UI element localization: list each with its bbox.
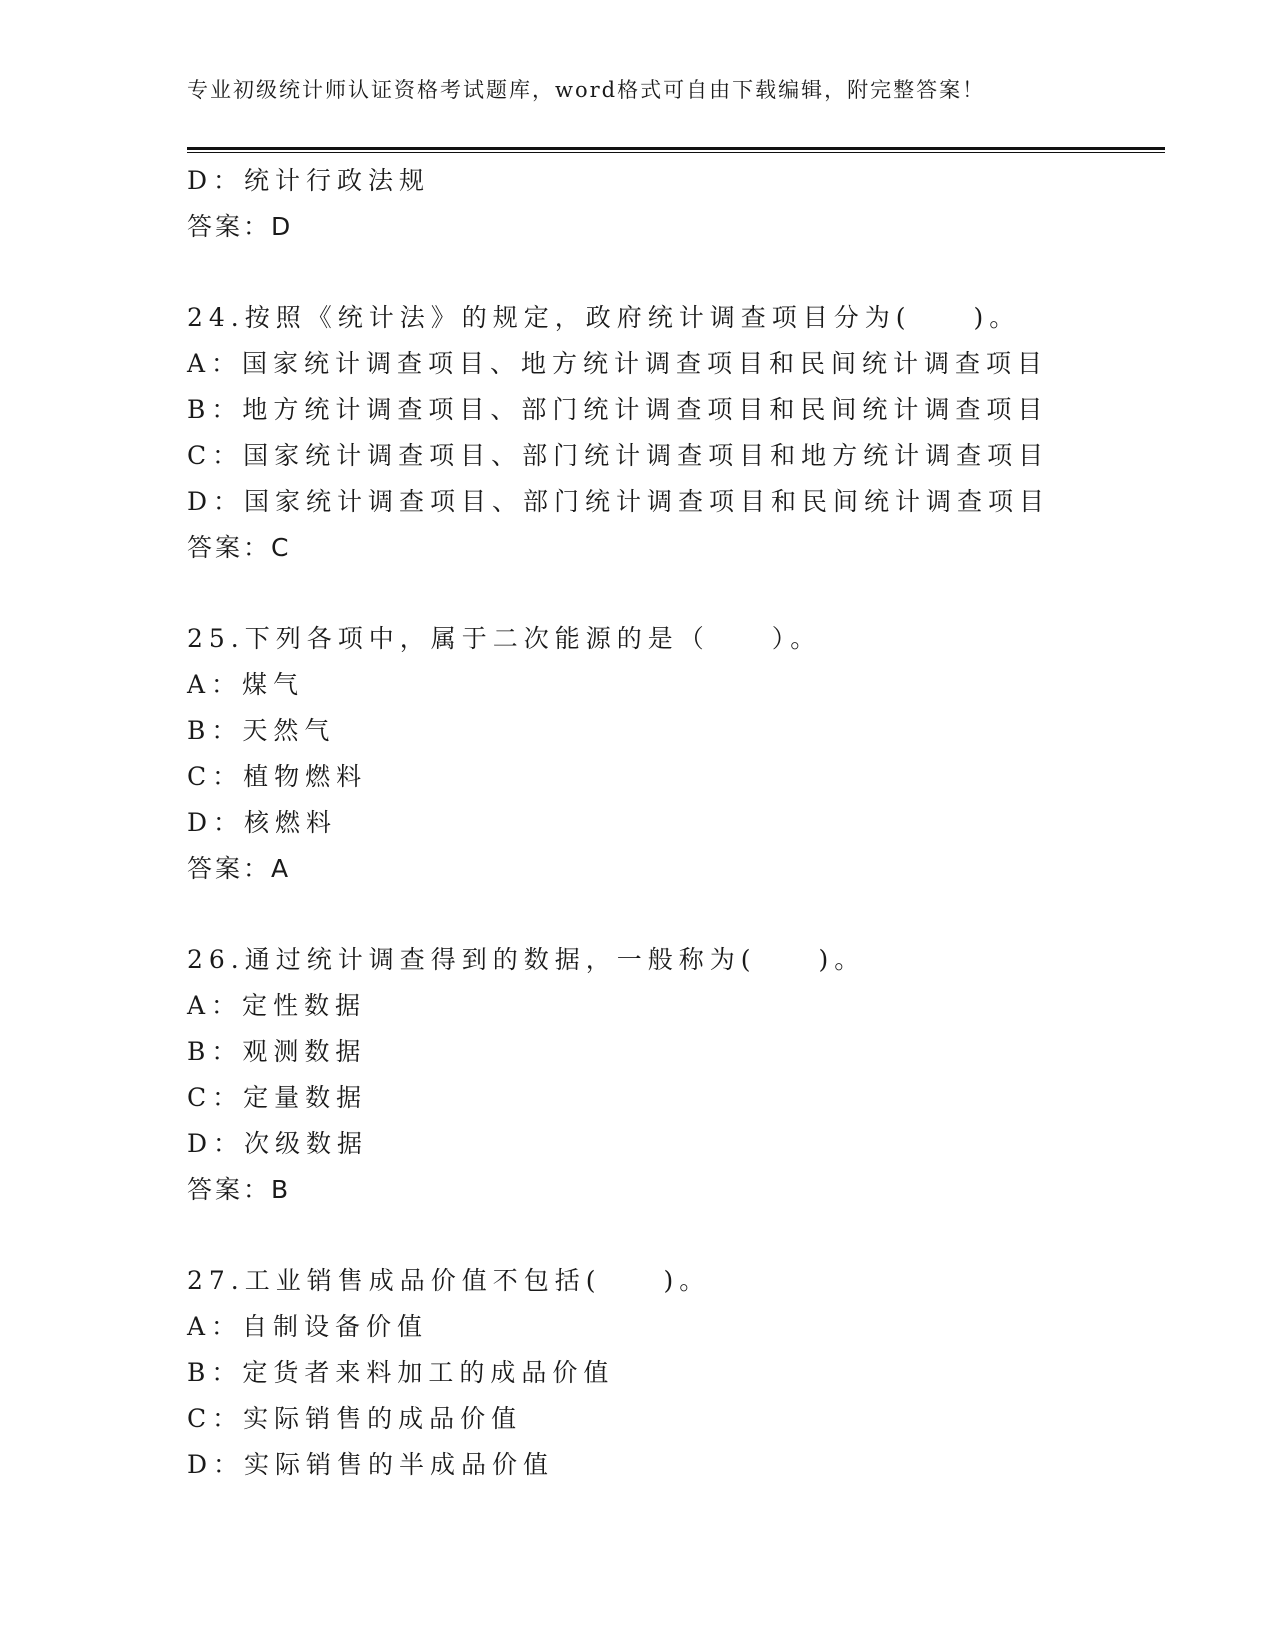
spacer	[187, 1213, 1167, 1258]
prev-option-d: D：统计行政法规	[187, 166, 431, 195]
question-24-option-c: C：国家统计调查项目、部门统计调查项目和地方统计调查项目	[187, 441, 1050, 470]
question-24-option-a: A：国家统计调查项目、地方统计调查项目和民间统计调查项目	[187, 349, 1049, 378]
question-27-option-d: D：实际销售的半成品价值	[187, 1450, 555, 1479]
question-26-option-a: A：定性数据	[187, 991, 367, 1020]
spacer	[187, 571, 1167, 616]
question-27-stem: 27.工业销售成品价值不包括( )。	[187, 1266, 711, 1295]
question-24-option-d: D：国家统计调查项目、部门统计调查项目和民间统计调查项目	[187, 487, 1051, 516]
question-26-answer: 答案：B	[187, 1175, 292, 1204]
question-24-stem: 24.按照《统计法》的规定，政府统计调查项目分为( )。	[187, 303, 1021, 332]
question-27-option-b: B：定货者来料加工的成品价值	[187, 1358, 615, 1387]
spacer	[187, 892, 1167, 937]
question-25-option-b: B：天然气	[187, 716, 336, 745]
page-header: 专业初级统计师认证资格考试题库，word格式可自由下载编辑，附完整答案！	[187, 78, 986, 102]
question-27-option-a: A：自制设备价值	[187, 1312, 429, 1341]
question-content	[187, 158, 1167, 1488]
spacer	[187, 250, 1167, 295]
question-27-option-c: C：实际销售的成品价值	[187, 1404, 523, 1433]
question-24-option-b: B：地方统计调查项目、部门统计调查项目和民间统计调查项目	[187, 395, 1049, 424]
question-25-option-c: C：植物燃料	[187, 762, 368, 791]
question-26-option-d: D：次级数据	[187, 1129, 369, 1158]
question-24-answer: 答案：C	[187, 533, 292, 562]
question-25-option-d: D：核燃料	[187, 808, 338, 837]
question-25-option-a: A：煤气	[187, 670, 305, 699]
header-rule	[187, 147, 1165, 153]
prev-answer: 答案：D	[187, 212, 294, 241]
question-26-stem: 26.通过统计调查得到的数据，一般称为( )。	[187, 945, 866, 974]
question-25-stem: 25.下列各项中，属于二次能源的是（ ）。	[187, 624, 822, 653]
question-25-answer: 答案：A	[187, 854, 292, 883]
question-26-option-b: B：观测数据	[187, 1037, 367, 1066]
question-26-option-c: C：定量数据	[187, 1083, 368, 1112]
